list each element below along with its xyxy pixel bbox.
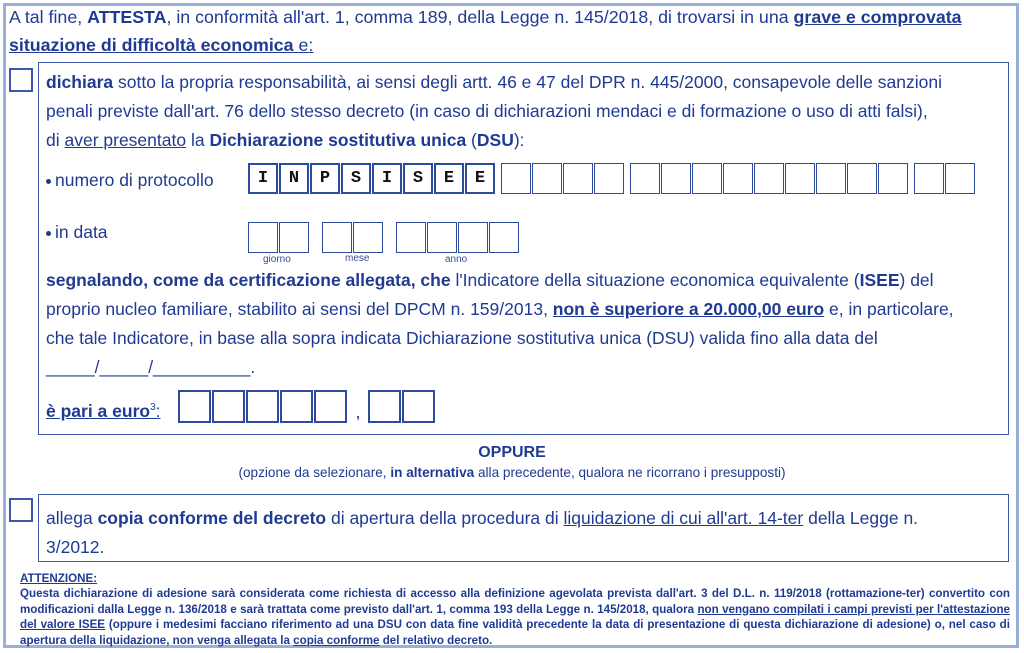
year-field [396, 222, 520, 253]
day-field [248, 222, 310, 253]
year-digit[interactable] [396, 222, 426, 253]
protocol-digit[interactable] [914, 163, 944, 194]
protocol-char: P [310, 163, 340, 194]
note-title: ATTENZIONE: [20, 572, 98, 585]
month-digit[interactable] [322, 222, 352, 253]
protocol-label: numero di protocollo [46, 170, 214, 191]
amount-decimal-digit[interactable] [402, 390, 435, 423]
option1-line-3: di aver presentato la Dichiarazione sostitutiva unica (DSU): [46, 130, 525, 150]
amount-label: è pari a euro$^3$: [46, 400, 161, 421]
option2-checkbox[interactable] [9, 498, 33, 522]
protocol-digit[interactable] [945, 163, 975, 194]
option2-line-2: 3/2012. [46, 537, 105, 557]
note-body: Questa dichiarazione di adesione sarà considerata come richiesta di accesso alla definizione agevolata prevista dall'art. 3 del D.L. n. 119/2018 (rottamazione-ter) convertito con modificazioni dalla Legge n. 136/2018 e sarà trattata come previsto dall'art. 1, comma 193 della Legge n. 145/2018, qualora non vengano compilati i campi previsti per l'attestazione del valore ISEE (oppure i medesimi facciano riferimento ad una DSU con data fine validità precedente la data di presentazione di questa dichiarazione di adesione) o, nel caso di apertura della liquidazione, non venga allegata la copia conforme del relativo decreto. [20, 587, 1010, 647]
protocol-digit[interactable] [563, 163, 593, 194]
protocol-digit[interactable] [692, 163, 722, 194]
isee-line-2: proprio nucleo familiare, stabilito ai sensi del DPCM n. 159/2013, non è superiore a 20.000,00 euro e, in particolare, [46, 299, 954, 319]
decimal-comma: , [355, 402, 361, 422]
protocol-prefix [248, 163, 496, 194]
option2-line-1: allega copia conforme del decreto di apertura della procedura di liquidazione di cui all'art. 14-ter della Legge n. [46, 508, 919, 528]
amount-digit[interactable] [178, 390, 211, 423]
dsu-validity-date[interactable]: _____/_____/__________. [46, 357, 256, 377]
protocol-char: I [248, 163, 278, 194]
option1-line-1: dichiara sotto la propria responsabilità, ai sensi degli artt. 46 e 47 del DPR n. 445/2000, consapevole delle sanzioni [46, 72, 942, 92]
protocol-digit[interactable] [723, 163, 753, 194]
day-digit[interactable] [279, 222, 309, 253]
protocol-digit[interactable] [785, 163, 815, 194]
protocol-group-4 [914, 163, 976, 194]
panel-bottom-line-left [38, 434, 333, 435]
protocol-char: E [465, 163, 495, 194]
protocol-char: I [372, 163, 402, 194]
year-digit[interactable] [427, 222, 457, 253]
protocol-digit[interactable] [847, 163, 877, 194]
option1-checkbox[interactable] [9, 68, 33, 92]
month-field [322, 222, 384, 253]
protocol-char: E [434, 163, 464, 194]
amount-fields [178, 390, 441, 434]
grave-comprovata: grave e comprovata [793, 7, 962, 27]
protocol-digit[interactable] [630, 163, 660, 194]
protocol-fields [248, 163, 981, 194]
attesta-word: ATTESTA [87, 7, 167, 27]
protocol-digit[interactable] [754, 163, 784, 194]
situazione-difficolta: situazione di difficoltà economica [9, 35, 294, 55]
protocol-char: S [341, 163, 371, 194]
amount-digit[interactable] [280, 390, 313, 423]
month-digit[interactable] [353, 222, 383, 253]
oppure-subtitle: (opzione da selezionare, in alternativa alla precedente, qualora ne ricorrano i presupposti) [238, 465, 786, 480]
amount-decimals [368, 390, 436, 434]
amount-decimal-digit[interactable] [368, 390, 401, 423]
amount-digit[interactable] [314, 390, 347, 423]
oppure-title: OPPURE [478, 444, 546, 461]
protocol-digit[interactable] [532, 163, 562, 194]
amount-digit[interactable] [212, 390, 245, 423]
intro-line-2: situazione di difficoltà economica e: [9, 35, 314, 55]
protocol-char: N [279, 163, 309, 194]
date-label: in data [46, 222, 108, 243]
isee-threshold: non è superiore a 20.000,00 euro [552, 299, 825, 319]
isee-line-1: segnalando, come da certificazione allegata, che l'Indicatore della situazione economica equivalente (ISEE) del [46, 270, 934, 290]
protocol-char: S [403, 163, 433, 194]
anno-label: anno [445, 254, 468, 265]
protocol-digit[interactable] [878, 163, 908, 194]
isee-line-3: che tale Indicatore, in base alla sopra indicata Dichiarazione sostitutiva unica (DSU) valida fino alla data del [46, 328, 878, 348]
year-digit[interactable] [489, 222, 519, 253]
panel-bottom-line-right [369, 434, 1009, 435]
protocol-digit[interactable] [816, 163, 846, 194]
amount-integer [178, 390, 348, 434]
year-digit[interactable] [458, 222, 488, 253]
protocol-digit[interactable] [594, 163, 624, 194]
amount-digit[interactable] [246, 390, 279, 423]
protocol-digit[interactable] [661, 163, 691, 194]
protocol-group-3 [630, 163, 909, 194]
protocol-group-2 [501, 163, 625, 194]
day-digit[interactable] [248, 222, 278, 253]
option1-line-2: penali previste dall'art. 76 dello stesso decreto (in caso di dichiarazioni mendaci e di formazione o uso di atti falsi), [46, 101, 928, 121]
date-fields [248, 222, 525, 253]
intro-line-1: A tal fine, ATTESTA, in conformità all'art. 1, comma 189, della Legge n. 145/2018, di trovarsi in una grave e comprovata [9, 7, 962, 27]
mese-label: mese [345, 253, 370, 264]
protocol-digit[interactable] [501, 163, 531, 194]
giorno-label: giorno [263, 254, 291, 265]
